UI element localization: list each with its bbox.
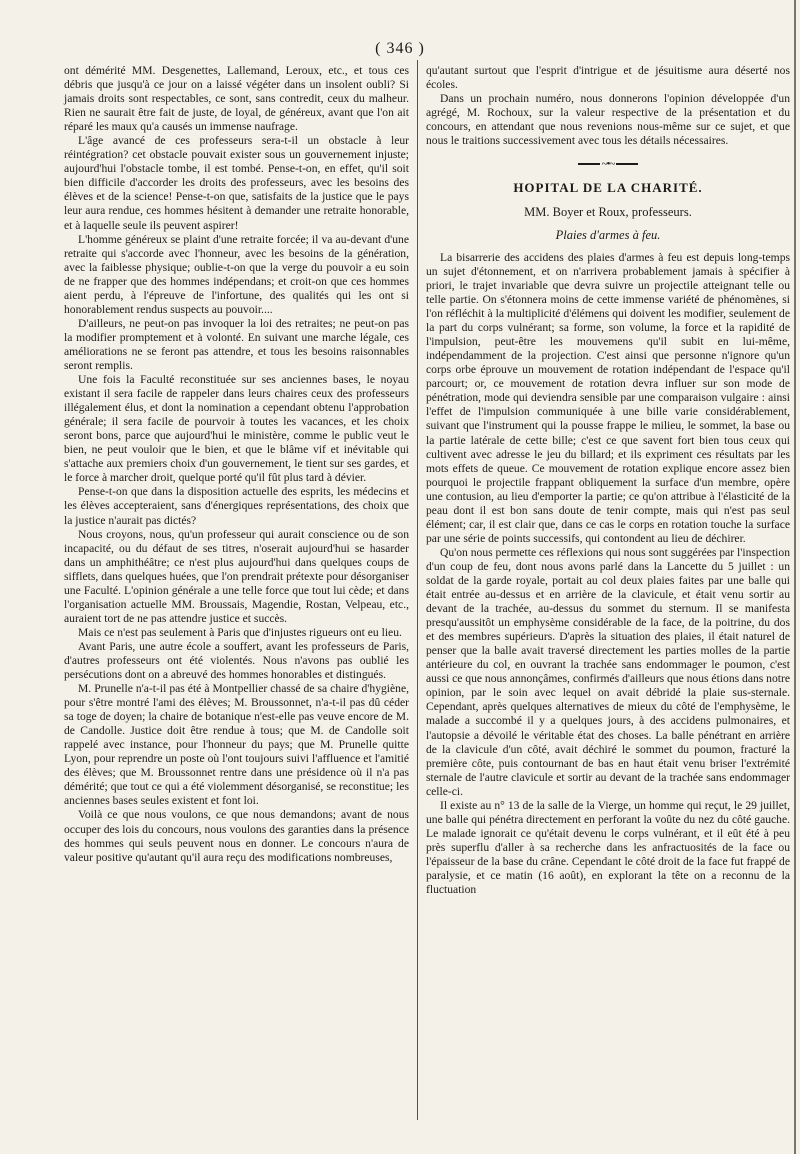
section-separator-ornament: ~•~ [426, 156, 790, 170]
left-paragraph-2: L'âge avancé de ces professeurs sera-t-il un obstacle à leur réintégration? cet obstacle pouvait exister sous un gouvernement injuste; aujourd'hui l'obstacle tombe, il est tombé. Pense-t-on, en effet, qu'il soit bien difficile d'accorder les droits des professeurs, avec les besoins des élèves et de la science! Pense-t-on que, satisfaits de la justice que le pays leur aura rendue, ces hommes hésitent à demander une retraite honorable, et à laquelle seule ils peuvent aspirer! [64, 134, 409, 232]
right-body-paragraph-1: La bisarrerie des accidens des plaies d'armes à feu est depuis long-temps un sujet d'étonnement, et on n'arrivera probablement jamais à spécifier à priori, le trajet invariable que devra suivre un projectile atteignant telle ou telle partie. On s'étonnera moins de cette immense variété de phénomènes, si l'on réfléchit à la multiplicité d'élémens qui doivent les modifier, seulement de la part du corps vulnérant; sa forme, son volume, la force et la rapidité de l'impulsion, peut-être les mouvemens qu'il subit en lui-même, indépendamment de la projection. C'est ainsi que personne n'ignore qu'un corps orbe éprouve un mouvement de rotation indépendant de l'espace qu'il parcourt; or, ce mouvement de rotation devra influer sur son mode de pénétration, mode qui deviendra sensible par une comparaison vulgaire : ainsi l'effet de l'impulsion communiquée à une bille varie considérablement, suivant que l'instrument qui la pousse frappe le milieu, le sommet, la base ou la partie latérale de cette bille; c'est ce que savent fort bien tous ceux qui cultivent avec adresse le jeu du billard; et ils expriment ces résultats par les mots effets de queue. Ce mouvement de rotation explique encore assez bien pourquoi le projectile frappant obliquement la surface d'un membre, opère une contusion, au lieu d'emporter la partie; ce qu'on attribue à l'élasticité de la peau dont il est bon sans doute de tenir compte, mais qui n'est pas seul élément; car, il est clair que, dans ce cas le corps en rotation touche la surface par une série de points successifs, qui contondent au lieu de déchirer. [426, 250, 790, 545]
section-topic: Plaies d'armes à feu. [555, 227, 661, 242]
right-intro-paragraph-1: qu'autant surtout que l'esprit d'intrigue et de jésuitisme aura déserté nos écoles. [426, 64, 790, 92]
left-paragraph-7: Nous croyons, nous, qu'un professeur qui aurait conscience ou de son incapacité, ou du défaut de ses titres, n'oserait aujourd'hui se hasarder dans un amphithéâtre; ce n'est plus aujourd'hui dans quelques coups de sifflets, dans quelques huées, que l'on prendrait prétexte pour désorganiser une Faculté. L'opinion générale a une telle force que tout lui cède; et dans l'organisation actuelle MM. Broussais, Magendie, Rostan, Velpeau, etc., auraient tort de ne pas attendre justice et succès. [64, 527, 409, 625]
left-paragraph-11: Voilà ce que nous voulons, ce que nous demandons; avant de nous occuper des lois du concours, nous voulons des garanties dans la présence des hommes qui seuls peuvent nous en donner. Le concours n'aura de valeur positive qu'autant qu'il aura reçu des modifications nombreuses, [64, 808, 409, 864]
left-paragraph-10: M. Prunelle n'a-t-il pas été à Montpellier chassé de sa chaire d'hygiène, pour s'être montré l'ami des élèves; M. Broussonnet, n'a-t-il pas dû céder sa toge de doyen; la chaire de botanique n'est-elle pas veuve encore de M. de Candolle. Justice doit être rendue à tous; que M. de Candolle soit rappelé avec instance, pour l'honneur du pays; que M. Prunelle quitte Lyon, pour reprendre un poste où l'ont toujours suivi l'affluence et l'amitié des élèves; que M. Broussonnet rentre dans une présidence où il n'a pas démérité; que tout ce qui a été violemment désorganisé, se reconstitue; les anciennes bases seules existent et font loi. [64, 682, 409, 808]
left-paragraph-3: L'homme généreux se plaint d'une retraite forcée; il va au-devant d'une retraite qui s'accorde avec l'honneur, avec les besoins de la génération, avec la faiblesse physique; oublie-t-on que la verge du pouvoir a eu soin de ne frapper que des hommes indépendans; et croit-on que ces hommes aient perdu, à l'épreuve de l'infortune, des qualités qui les ont si honorablement rendus suspects au pouvoir.... [64, 232, 409, 316]
left-paragraph-1: ont démérité MM. Desgenettes, Lallemand, Leroux, etc., et tous ces débris que jusqu'à ce jour on a laissé végéter dans un insolent oubli? Si jamais droits sont respectables, ce sont, sans contredit, ceux du malheur. Rien ne saurait être fait de juste, de loyal, de généreux, avant que l'on ait réparé les maux qu'a causés un immense naufrage. [64, 64, 409, 134]
page-edge-rule [794, 0, 796, 1154]
right-intro-paragraph-2: Dans un prochain numéro, nous donnerons l'opinion développée d'un agrégé, M. Rochoux, sur la valeur respective de la présentation et du concours, en attendant que nous revenions nous-même sur ce sujet, et que nous le traitions successivement avec tous les détails nécessaires. [426, 92, 790, 148]
page-number: ( 346 ) [375, 40, 425, 57]
right-body-paragraph-2: Qu'on nous permette ces réflexions qui nous sont suggérées par l'inspection d'un coup de feu, dont nous avons parlé dans la Lancette du 5 juillet : un soldat de la garde royale, portait au col deux plaies faites par une balle qui était entrée au-dessus et en arrière de la clavicule, et était venu sortir au devant de la trachée, au-dessus du sommet du sternum. Il se manifesta presqu'aussitôt un emphysème considérable de la face, de la poitrine, du dos et des membres supérieurs. D'après la situation des plaies, il était naturel de penser que la balle avait traversé directement les parties molles de la partie antérieure du col, en ouvrant la trachée sans endommager le poumon, c'est aussi ce que nous annonçâmes, confirmés d'ailleurs que nous étions dans notre opinion, par le soin avec lequel on avait débridé la plaie sus-sternale. Cependant, après quelques alternatives de mieux du côté de l'emphysème, le malade a succombé il y a quelques jours, à des accidens pulmonaires, et l'autopsie a dévoilé le véritable état des choses. La balle pénétrant en arrière de la clavicule d'un côté, avait déchiré le sommet du poumon, fracturé la première côte, puis contournant de bas en haut était venu briser l'extrémité sternale de l'autre clavicule et sortir au devant de la trachée sans endommager celle-ci. [426, 545, 790, 798]
right-body-paragraph-3: Il existe au n° 13 de la salle de la Vierge, un homme qui reçut, le 29 juillet, une balle qui pénétra directement en perforant la voûte du nez du côté gauche. Le malade ignorait ce qu'était devenu le corps vulnérant, et il eût été à peu près superflu d'aller à sa recherche dans les anfractuosités de la face ou l'épaisseur de la base du crâne. Cependant le côté droit de la face fut frappé de paralysie, et ce matin (16 août), en explorant la tête on a reconnu de la fluctuation [426, 798, 790, 897]
left-paragraph-4: D'ailleurs, ne peut-on pas invoquer la loi des retraites; ne peut-on pas la modifier promptement et à volonté. En suivant une marche légale, ces améliorations ne se feront pas attendre, et tous les besoins raisonnables seront remplis. [64, 316, 409, 372]
left-paragraph-6: Pense-t-on que dans la disposition actuelle des esprits, les médecins et les élèves accepteraient, sans d'énergiques représentations, des choix que la justice n'aurait pas dictés? [64, 485, 409, 527]
section-subtitle: MM. Boyer et Roux, professeurs. [524, 204, 692, 219]
right-column [426, 64, 790, 897]
left-paragraph-5: Une fois la Faculté reconstituée sur ses anciennes bases, le noyau existant il sera facile de rappeler dans leurs chaires ceux des professeurs illégalement élus, et dont la nomination a cependant obtenu l'approbation générale; il sera facile de pourvoir à toutes les vacances, et les choix seront bons, parce que aujourd'hui le ministère, comme le public veut le bien, ne peut vouloir que le bien, et que le blâme vif et inévitable qui s'attache aux premiers choix d'un gouvernement, le tient sur ses gardes, et le force à marcher droit, quelque porté qu'il fût plus tard à dévier. [64, 373, 409, 485]
column-divider [417, 60, 418, 1120]
section-title: HOPITAL DE LA CHARITÉ. [513, 179, 703, 195]
left-paragraph-8: Mais ce n'est pas seulement à Paris que d'injustes rigueurs ont eu lieu. [78, 625, 402, 639]
left-column [64, 64, 409, 865]
left-paragraph-9: Avant Paris, une autre école a souffert, avant les professeurs de Paris, d'autres professeurs ont été violentés. Nous n'avons pas oublié les persécutions dont on a abreuvé des hommes honorables et distingués. [64, 639, 409, 682]
